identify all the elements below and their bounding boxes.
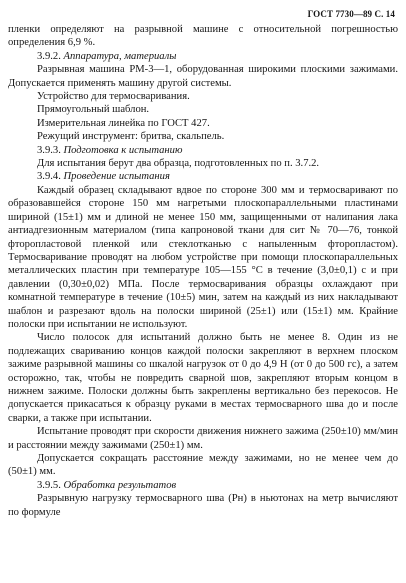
- paragraph: пленки определяют на разрывной машине с относительной погрешностью определения 6,9 %.: [8, 24, 398, 49]
- paragraph: Число полосок для испытаний должно быть не менее 8. Один из не подлежащих свариванию концов каждой полоски закрепляют в верхнем плоском зажиме разрывной машины со шкалой нагрузок от 0 до 4,9 Н (от 0 до 500 гс), а затем осторожно, так, чтобы не повредить сварной шов, закрепляют вторым концом в нижнем зажиме. Полоски должны быть закреплены вертикально без перекосов. Не допускается прикасаться к образцу руками в местах термосварного шва до и после сварки, а также при испытании.: [8, 332, 398, 424]
- paragraph: Устройство для термосваривания.: [37, 91, 190, 103]
- paragraph: Разрывная машина РМ-3—1, оборудованная широкими плоскими зажимами. Допускается применять машину другой системы.: [8, 64, 398, 89]
- section-number: 3.9.4.: [37, 171, 61, 183]
- paragraph: Измерительная линейка по ГОСТ 427.: [37, 117, 210, 129]
- section-heading: [8, 170, 398, 183]
- section-heading: [8, 479, 398, 492]
- section-title: Обработка результатов: [63, 479, 177, 491]
- section-number: 3.9.5.: [37, 479, 61, 491]
- paragraph: Прямоугольный шаблон.: [37, 104, 150, 116]
- section-heading: [8, 144, 398, 157]
- section-number: 3.9.2.: [37, 50, 61, 62]
- section-title: Аппаратура, материалы: [63, 50, 177, 62]
- paragraph: Испытание проводят при скорости движения нижнего зажима (250±10) мм/мин и расстоянии между зажимами (250±1) мм.: [8, 426, 398, 451]
- paragraph: Режущий инструмент: бритва, скальпель.: [37, 131, 225, 143]
- paragraph: Допускается сокращать расстояние между зажимами, но не менее чем до (50±1) мм.: [8, 453, 398, 478]
- page-header: ГОСТ 7730—89 С. 14: [307, 9, 395, 19]
- document-body: [8, 23, 398, 519]
- section-title: Проведение испытания: [63, 171, 170, 183]
- paragraph: Разрывную нагрузку термосварного шва (Pн) в ньютонах на метр вычисляют по формуле: [8, 493, 398, 518]
- section-number: 3.9.3.: [37, 144, 61, 156]
- section-heading: [8, 50, 398, 63]
- paragraph: Для испытания берут два образца, подготовленных по п. 3.7.2.: [37, 158, 320, 170]
- paragraph: Каждый образец складывают вдвое по стороне 300 мм и термосваривают по образовавшейся стороне 150 мм нагретыми плоскопараллельными пластинами шириной (15±1) мм и длиной не менее 150 мм, защищенными от налипания лака антиадгезионным материалом (типа капроновой ткани для сит № 70—76, тонкой фторопластовой пленкой или стеклотканью с напыленным фторопластом). Термосваривание проводят на любом устройстве при помощи плоскопараллельных металлических пластин при температуре 105—155 °С в течение (3,0±0,1) с и при давлении (0,30±0,02) МПа. После термосваривания образцы охлаждают при комнатной температуре в течение (10±5) мин, затем на каждый из них накладывают шаблон и разрезают вдоль на полоски шириной (25±1) или (15±1) мм. Крайние полоски при испытании не используют.: [8, 184, 398, 330]
- section-title: Подготовка к испытанию: [63, 144, 183, 156]
